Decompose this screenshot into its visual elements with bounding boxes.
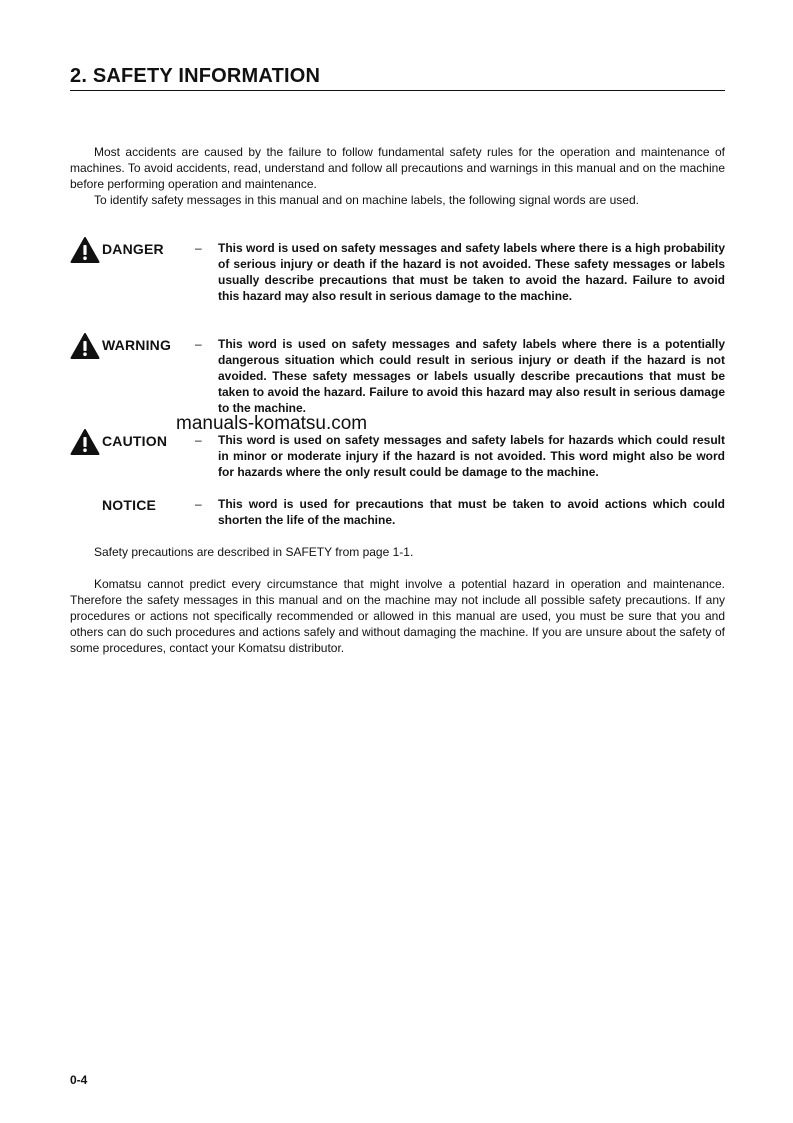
safety-reference: Safety precautions are described in SAFETY from page 1-1. — [94, 545, 414, 559]
watermark-text: manuals-komatsu.com — [176, 413, 368, 434]
closing-paragraph: Komatsu cannot predict every circumstance that might involve a potential hazard in operation and maintenance. Therefore the safety messages in this manual and on the machine may not include all possible safety precautions. If any procedures or actions not specifically recommended or allowed in this manual are used, you must be sure that you and others can do such procedures and actions safely and without damaging the machine. If you are unsure about the safety of some procedures, contact your Komatsu distributor. — [70, 577, 725, 655]
signal-warning — [70, 336, 725, 415]
signal-description-danger: This word is used on safety messages and safety labels where there is a high probability of serious injury or death if the hazard is not avoided. These safety messages or labels usually describe precautions that must be taken to avoid the hazard. Failure to avoid this hazard may also result in serious damage to the machine. — [218, 241, 725, 303]
signal-dash: – — [195, 433, 202, 447]
signal-description-notice: This word is used for precautions that must be taken to avoid actions which could shorten the life of the machine. — [218, 497, 725, 527]
intro-paragraph-2: To identify safety messages in this manual and on machine labels, the following signal words are used. — [94, 193, 639, 207]
warning-triangle-icon — [70, 236, 100, 264]
signal-dash: – — [195, 241, 202, 255]
warning-triangle-icon — [70, 332, 100, 360]
signal-word-notice: NOTICE — [102, 497, 157, 513]
signal-description-warning: This word is used on safety messages and safety labels where there is a potentially dangerous situation which could result in serious injury or death if the hazard is not avoided. These safety messages or labels usually describe precautions that must be taken to avoid the hazard. Failure to avoid this hazard may also result in serious damage to the machine. — [218, 337, 725, 415]
signal-danger — [70, 240, 725, 303]
signal-dash: – — [195, 497, 202, 511]
section-heading — [70, 64, 725, 91]
signal-word-danger: DANGER — [102, 241, 164, 257]
intro-paragraph-1: Most accidents are caused by the failure to follow fundamental safety rules for the operation and maintenance of machines. To avoid accidents, read, understand and follow all precautions and warnings in this manual and on the machine before performing operation and maintenance. — [70, 145, 725, 191]
signal-word-caution: CAUTION — [102, 433, 168, 449]
signal-caution — [70, 432, 725, 479]
section-title: 2. SAFETY INFORMATION — [70, 65, 321, 87]
signal-description-caution: This word is used on safety messages and safety labels for hazards which could result in minor or moderate injury if the hazard is not avoided. This word might also be word for hazards where the only result could be damage to the machine. — [218, 433, 725, 479]
warning-triangle-icon — [70, 428, 100, 456]
signal-notice — [70, 496, 725, 527]
page-number: 0-4 — [70, 1073, 88, 1087]
signal-word-warning: WARNING — [102, 337, 172, 353]
signal-dash: – — [195, 337, 202, 351]
